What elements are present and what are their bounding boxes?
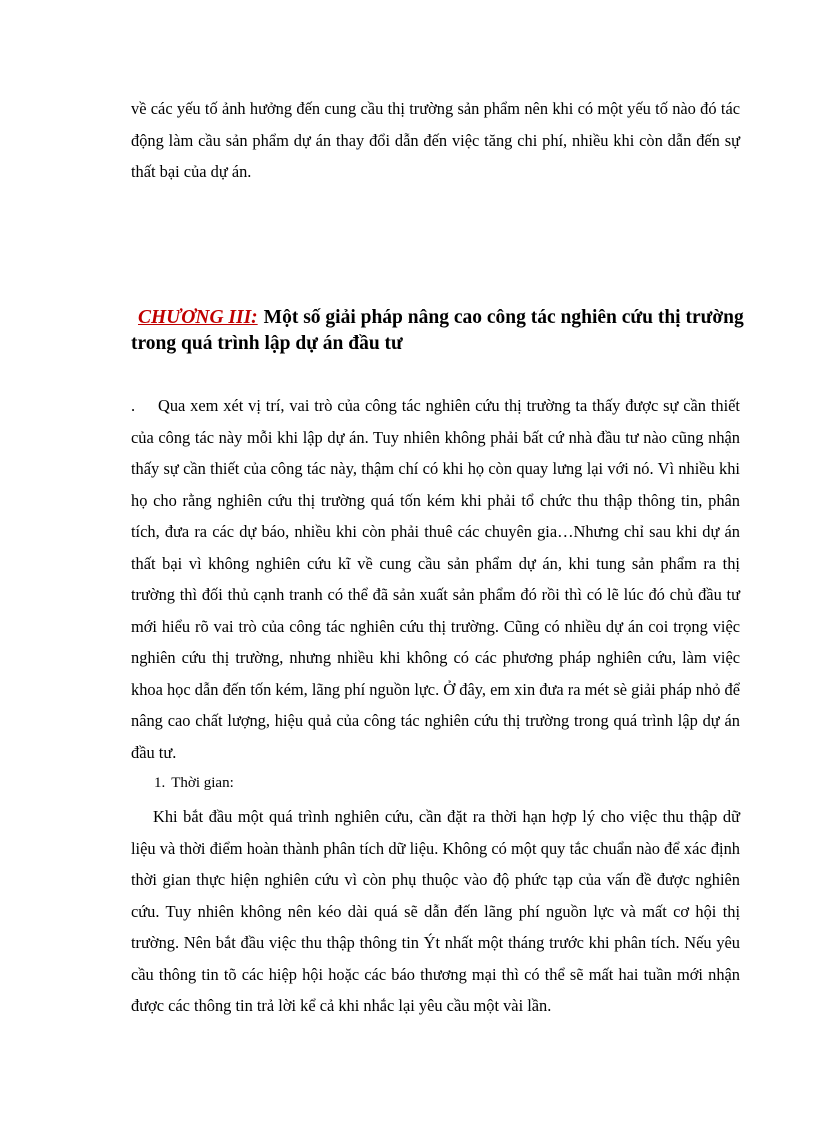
- section-1-heading: [154, 771, 234, 795]
- main-paragraph-text: Qua xem xét vị trí, vai trò của công tác nghiên cứu thị trường ta thấy được sự cần thiết của công tác này mỗi khi lập dự án. Tuy nhiên không phải bất cứ nhà đầu tư nào cũng nhận thấy sự cần thiết của công tác này, thậm chí có khi họ còn quay lưng lại với nó. Vì nhiều khi họ cho rằng nghiên cứu thị trường quá tốn kém khi phải tổ chức thu thập thông tin, phân tích, đưa ra các dự báo, nhiều khi còn phải thuê các chuyên gia…Nhưng chỉ sau khi dự án thất bại vì không nghiên cứu kĩ về cung cầu sản phẩm dự án, khi tung sản phẩm ra thị trường thì đối thủ cạnh tranh có thể đã sản xuất sản phẩm đó rồi thì có lẽ lúc đó chủ đầu tư mới hiểu rõ vai trò của công tác nghiên cứu thị trường. Cũng có nhiều dự án coi trọng việc nghiên cứu thị trường, nhưng nhiều khi không có các phương pháp nghiên cứu, làm việc khoa học dẫn đến tốn kém, lãng phí nguồn lực. Ở đây, em xin đưa ra mét sè giải pháp nhỏ để nâng cao chất lượng, hiệu quả của công tác nghiên cứu thị trường trong quá trình lập dự án đầu tư.: [131, 396, 740, 762]
- paragraph-marker: .: [131, 396, 136, 415]
- section-1-paragraph: Khi bắt đầu một quá trình nghiên cứu, cần đặt ra thời hạn hợp lý cho việc thu thập dữ liệu và thời điểm hoàn thành phân tích dữ liệu. Không có một quy tắc chuẩn nào để xác định thời gian thực hiện nghiên cứu vì còn phụ thuộc vào độ phức tạp của vấn đề được nghiên cứu. Tuy nhiên không nên kéo dài quá sẽ dẫn đến lãng phí nguồn lực và mất cơ hội thị trường. Nên bắt đầu việc thu thập thông tin Ýt nhất một tháng trước khi phân tích. Nếu yêu cầu thông tin tõ các hiệp hội hoặc các báo thương mại thì có thể sẽ mất hai tuần mới nhận được các thông tin trả lời kể cả khi nhắc lại yêu cầu một vài lần.: [131, 807, 740, 1015]
- chapter-heading: [131, 305, 751, 357]
- section-1-heading-text: Thời gian:: [171, 775, 234, 791]
- chapter-label: CHƯƠNG III:: [138, 307, 258, 328]
- section-1-number: 1.: [154, 775, 166, 791]
- chapter-title: Một số giải pháp nâng cao công tác nghiên cứu thị trường trong quá trình lập dự án đầu tư: [131, 307, 744, 354]
- intro-paragraph: về các yếu tố ảnh hưởng đến cung cầu thị trường sản phẩm nên khi có một yếu tố nào đó tác động làm cầu sản phẩm dự án thay đổi dẫn đến việc tăng chi phí, nhiều khi còn dẫn đến sự thất bại của dự án.: [131, 99, 740, 181]
- main-paragraph: [131, 390, 740, 768]
